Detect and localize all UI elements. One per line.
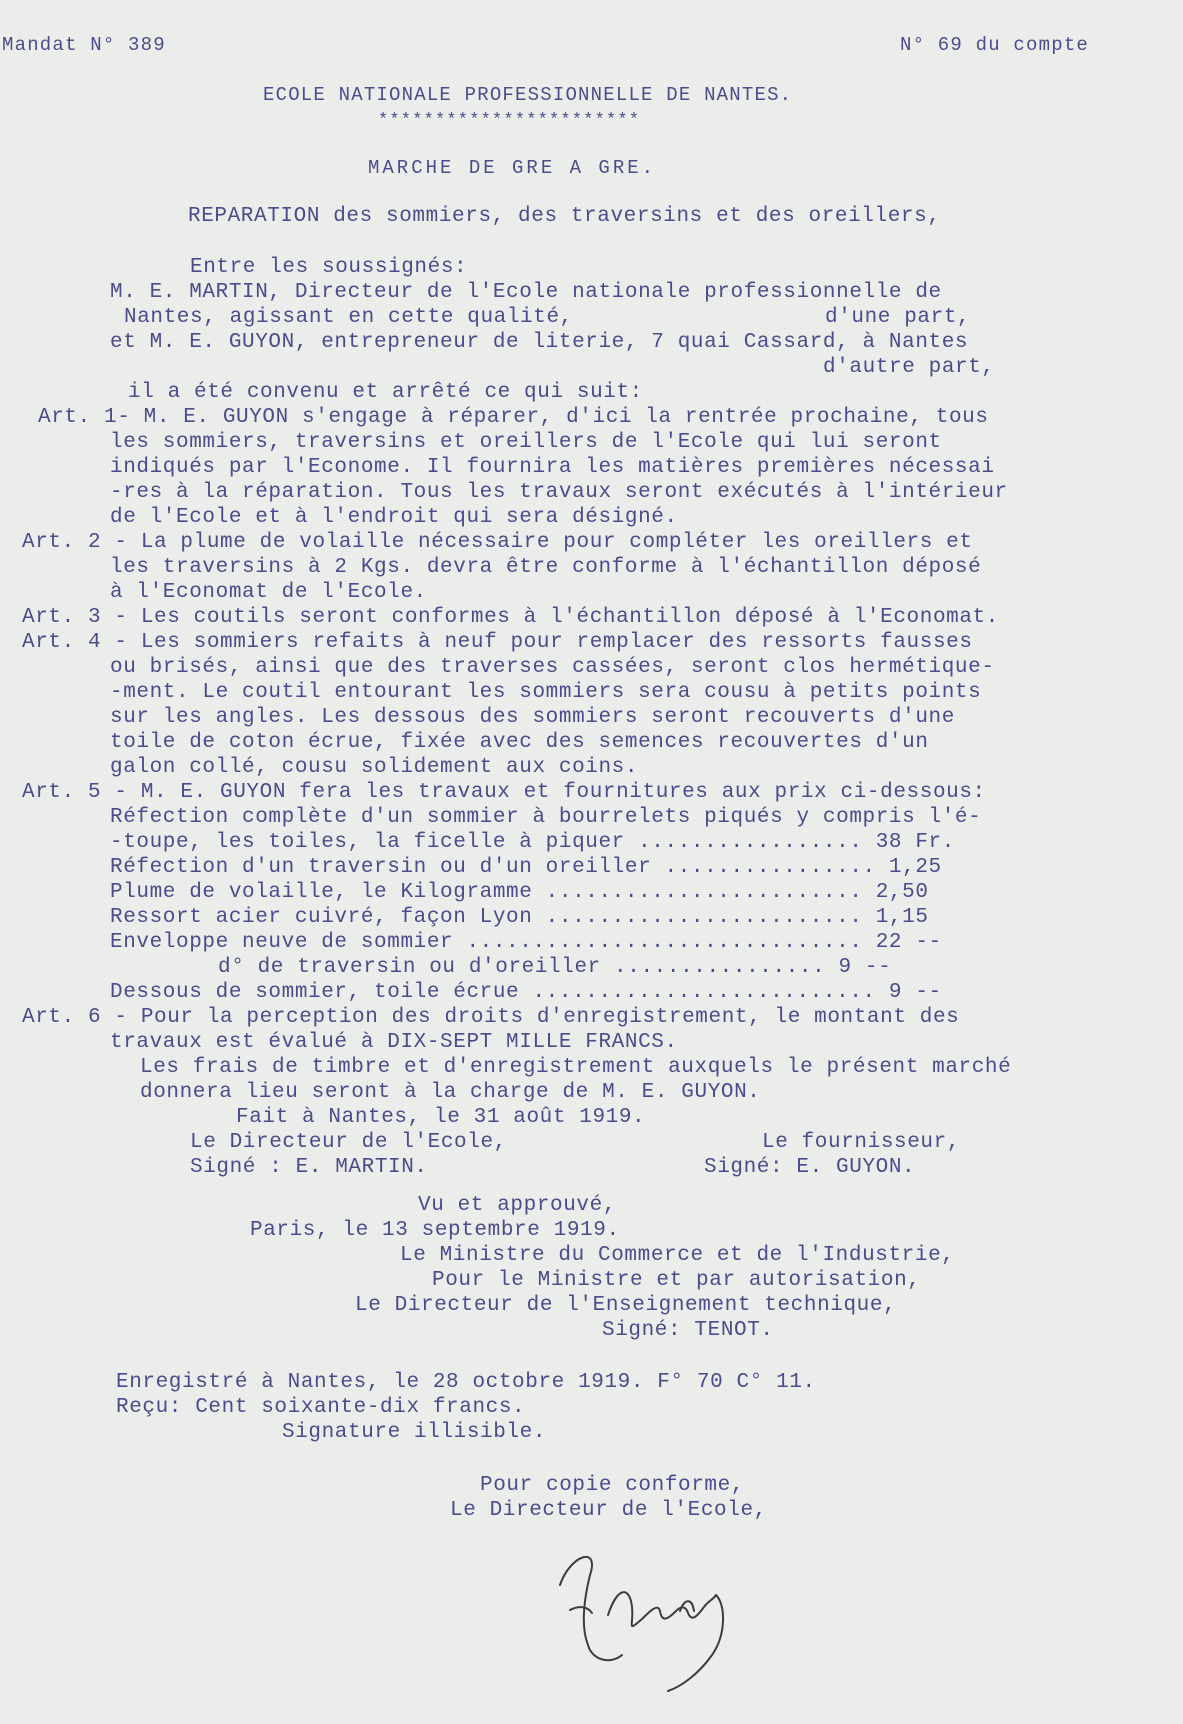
account-number: N° 69 du compte bbox=[900, 34, 1090, 56]
article-2-line: les traversins à 2 Kgs. devra être conforme à l'échantillon déposé bbox=[110, 556, 982, 579]
price-line: Plume de volaille, le Kilogramme ........................ 2,50 bbox=[110, 881, 929, 904]
article-4-line: Art. 4 - Les sommiers refaits à neuf pour remplacer des ressorts fausses bbox=[22, 631, 973, 654]
registration-line: Signature illisible. bbox=[282, 1421, 547, 1444]
copy-line: Pour copie conforme, bbox=[480, 1474, 745, 1497]
article-4-line: ou brisés, ainsi que des traverses cassées, seront clos hermétique- bbox=[110, 656, 995, 679]
approval-line: Le Directeur de l'Enseignement technique, bbox=[355, 1294, 897, 1317]
article-6-line: donnera lieu seront à la charge de M. E. GUYON. bbox=[140, 1081, 761, 1104]
title-stars: *********************** bbox=[378, 111, 641, 130]
intro-line: M. E. MARTIN, Directeur de l'Ecole nationale professionnelle de bbox=[110, 281, 942, 304]
article-6-line: Les frais de timbre et d'enregistrement auxquels le présent marché bbox=[140, 1056, 1012, 1079]
article-1-line: les sommiers, traversins et oreillers de l'Ecole qui lui seront bbox=[110, 431, 942, 454]
approval-line: Vu et approuvé, bbox=[418, 1194, 617, 1217]
price-line: d° de traversin ou d'oreiller ................ 9 -- bbox=[218, 956, 892, 979]
article-6-line: Art. 6 - Pour la perception des droits d'enregistrement, le montant des bbox=[22, 1006, 960, 1029]
article-3-line: Art. 3 - Les coutils seront conformes à l'échantillon déposé à l'Economat. bbox=[22, 606, 999, 629]
intro-line: et M. E. GUYON, entrepreneur de literie, 7 quai Cassard, à Nantes bbox=[110, 331, 969, 354]
director-title: Le Directeur de l'Ecole, bbox=[190, 1131, 507, 1154]
price-line: Dessous de sommier, toile écrue .......................... 9 -- bbox=[110, 981, 942, 1004]
price-line: -toupe, les toiles, la ficelle à piquer ................. 38 Fr. bbox=[110, 831, 955, 854]
contract-subject: REPARATION des sommiers, des traversins et des oreillers, bbox=[188, 205, 941, 228]
approval-line: Paris, le 13 septembre 1919. bbox=[250, 1219, 620, 1242]
article-1-line: de l'Ecole et à l'endroit qui sera désigné. bbox=[110, 506, 678, 529]
intro-line: Nantes, agissant en cette qualité, bbox=[124, 306, 573, 329]
registration-line: Reçu: Cent soixante-dix francs. bbox=[116, 1396, 526, 1419]
handwritten-signature bbox=[530, 1515, 770, 1695]
mandat-number: Mandat N° 389 bbox=[2, 34, 166, 56]
article-6-line: travaux est évalué à DIX-SEPT MILLE FRANCS. bbox=[110, 1031, 678, 1054]
article-1-line: indiqués par l'Econome. Il fournira les matières premières nécessai bbox=[110, 456, 995, 479]
article-4-line: galon collé, cousu solidement aux coins. bbox=[110, 756, 639, 779]
registration-line: Enregistré à Nantes, le 28 octobre 1919. F° 70 C° 11. bbox=[116, 1371, 816, 1394]
intro-line: Entre les soussignés: bbox=[190, 256, 468, 279]
copy-line: Le Directeur de l'Ecole, bbox=[450, 1499, 767, 1522]
approval-line: Le Ministre du Commerce et de l'Industrie, bbox=[400, 1244, 955, 1267]
article-2-line: à l'Economat de l'Ecole. bbox=[110, 581, 427, 604]
intro-line: d'autre part, bbox=[823, 356, 995, 379]
article-1-line: -res à la réparation. Tous les travaux seront exécutés à l'intérieur bbox=[110, 481, 1008, 504]
article-5-line: Réfection complète d'un sommier à bourrelets piqués y compris l'é- bbox=[110, 806, 982, 829]
article-4-line: -ment. Le coutil entourant les sommiers sera cousu à petits points bbox=[110, 681, 982, 704]
article-4-line: toile de coton écrue, fixée avec des semences recouvertes d'un bbox=[110, 731, 929, 754]
approval-line: Signé: TENOT. bbox=[602, 1319, 774, 1342]
article-1-line: Art. 1- M. E. GUYON s'engage à réparer, d'ici la rentrée prochaine, tous bbox=[38, 406, 989, 429]
approval-line: Pour le Ministre et par autorisation, bbox=[432, 1269, 921, 1292]
intro-line: il a été convenu et arrêté ce qui suit: bbox=[128, 381, 643, 404]
supplier-title: Le fournisseur, bbox=[762, 1131, 961, 1154]
supplier-signature-text: Signé: E. GUYON. bbox=[704, 1156, 916, 1179]
article-5-line: Art. 5 - M. E. GUYON fera les travaux et fournitures aux prix ci-dessous: bbox=[22, 781, 986, 804]
director-signature-text: Signé : E. MARTIN. bbox=[190, 1156, 428, 1179]
closing-date: Fait à Nantes, le 31 août 1919. bbox=[236, 1106, 646, 1129]
school-name: ECOLE NATIONALE PROFESSIONNELLE DE NANTES. bbox=[263, 84, 793, 106]
price-line: Enveloppe neuve de sommier .............................. 22 -- bbox=[110, 931, 942, 954]
price-line: Réfection d'un traversin ou d'un oreiller ................ 1,25 bbox=[110, 856, 942, 879]
contract-title: MARCHE DE GRE A GRE. bbox=[368, 157, 657, 179]
article-4-line: sur les angles. Les dessous des sommiers seront recouverts d'une bbox=[110, 706, 955, 729]
article-2-line: Art. 2 - La plume de volaille nécessaire pour compléter les oreillers et bbox=[22, 531, 973, 554]
price-line: Ressort acier cuivré, façon Lyon ........................ 1,15 bbox=[110, 906, 929, 929]
intro-line: d'une part, bbox=[825, 306, 971, 329]
